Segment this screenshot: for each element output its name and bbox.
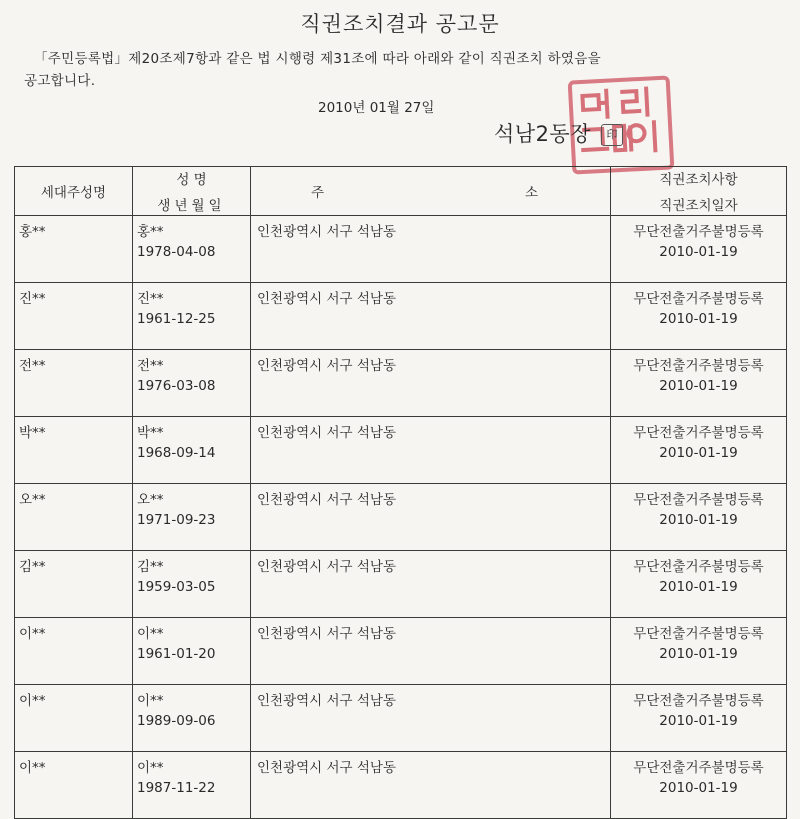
- cell-name: 오**: [137, 492, 164, 508]
- header-name-birth: [133, 167, 251, 216]
- cell-action-type: 무단전출거주불명등록: [633, 626, 764, 642]
- header-address-right: 소: [524, 185, 538, 201]
- cell-householder: 진**: [15, 283, 133, 350]
- table-row: [15, 752, 787, 819]
- cell-name-birth: [133, 752, 251, 819]
- table-header-row: [15, 167, 787, 216]
- cell-action-type: 무단전출거주불명등록: [633, 425, 764, 441]
- cell-action: [611, 417, 787, 484]
- table-row: [15, 551, 787, 618]
- cell-address: 인천광역시 서구 석남동: [251, 752, 611, 819]
- cell-householder: 이**: [15, 752, 133, 819]
- cell-action-date: 2010-01-19: [659, 445, 738, 461]
- header-action-type: 직권조치사항: [659, 172, 738, 188]
- cell-action-date: 2010-01-19: [659, 378, 738, 394]
- cell-action-type: 무단전출거주불명등록: [633, 693, 764, 709]
- cell-name: 박**: [137, 425, 164, 441]
- cell-action-date: 2010-01-19: [659, 780, 738, 796]
- cell-address: 인천광역시 서구 석남동: [251, 283, 611, 350]
- cell-action: [611, 618, 787, 685]
- cell-action-type: 무단전출거주불명등록: [633, 224, 764, 240]
- cell-action-date: 2010-01-19: [659, 512, 738, 528]
- cell-address: 인천광역시 서구 석남동: [251, 216, 611, 283]
- cell-action-date: 2010-01-19: [659, 713, 738, 729]
- table-row: [15, 283, 787, 350]
- cell-action-type: 무단전출거주불명등록: [633, 291, 764, 307]
- cell-birth: 1961-01-20: [137, 646, 216, 662]
- cell-householder: 전**: [15, 350, 133, 417]
- cell-address: 인천광역시 서구 석남동: [251, 551, 611, 618]
- cell-birth: 1968-09-14: [137, 445, 216, 461]
- intro-line-1: 「주민등록법」제20조제7항과 같은 법 시행령 제31조에 따라 아래와 같이 직권조치 하였음을: [34, 51, 601, 67]
- cell-name-birth: [133, 551, 251, 618]
- table-row: [15, 350, 787, 417]
- cell-address: 인천광역시 서구 석남동: [251, 350, 611, 417]
- header-address-left: 주: [311, 185, 325, 201]
- cell-action: [611, 685, 787, 752]
- header-householder: 세대주성명: [15, 167, 133, 216]
- cell-action: [611, 283, 787, 350]
- cell-action-type: 무단전출거주불명등록: [633, 760, 764, 776]
- cell-householder: 홍**: [15, 216, 133, 283]
- table-row: [15, 417, 787, 484]
- table-row: [15, 618, 787, 685]
- cell-action: [611, 752, 787, 819]
- cell-action-date: 2010-01-19: [659, 579, 738, 595]
- cell-action-type: 무단전출거주불명등록: [633, 358, 764, 374]
- header-birth: 생년월일: [157, 198, 226, 214]
- cell-birth: 1987-11-22: [137, 780, 216, 796]
- notice-table: [14, 166, 787, 819]
- cell-householder: 박**: [15, 417, 133, 484]
- cell-action: [611, 484, 787, 551]
- cell-name-birth: [133, 350, 251, 417]
- table-row: [15, 216, 787, 283]
- cell-name: 진**: [137, 291, 164, 307]
- cell-name-birth: [133, 685, 251, 752]
- cell-action-type: 무단전출거주불명등록: [633, 492, 764, 508]
- header-name: 성 명: [176, 172, 207, 188]
- cell-name: 이**: [137, 626, 164, 642]
- cell-birth: 1971-09-23: [137, 512, 216, 528]
- table-row: [15, 685, 787, 752]
- header-action: [611, 167, 787, 216]
- cell-name-birth: [133, 216, 251, 283]
- cell-address: 인천광역시 서구 석남동: [251, 417, 611, 484]
- cell-householder: 김**: [15, 551, 133, 618]
- notice-title: 직권조치결과 공고문: [300, 12, 500, 36]
- cell-birth: 1978-04-08: [137, 244, 216, 260]
- header-address: [251, 167, 611, 216]
- cell-action: [611, 216, 787, 283]
- cell-name-birth: [133, 484, 251, 551]
- cell-birth: 1989-09-06: [137, 713, 216, 729]
- cell-birth: 1961-12-25: [137, 311, 216, 327]
- cell-address: 인천광역시 서구 석남동: [251, 484, 611, 551]
- cell-name: 이**: [137, 693, 164, 709]
- intro-line-2: 공고합니다.: [24, 73, 96, 89]
- cell-birth: 1976-03-08: [137, 378, 216, 394]
- cell-action-type: 무단전출거주불명등록: [633, 559, 764, 575]
- cell-name: 김**: [137, 559, 164, 575]
- cell-name: 전**: [137, 358, 164, 374]
- cell-action-date: 2010-01-19: [659, 244, 738, 260]
- cell-name-birth: [133, 417, 251, 484]
- cell-action-date: 2010-01-19: [659, 311, 738, 327]
- cell-address: 인천광역시 서구 석남동: [251, 618, 611, 685]
- cell-householder: 이**: [15, 618, 133, 685]
- cell-address: 인천광역시 서구 석남동: [251, 685, 611, 752]
- notice-date: 2010년 01월 27일: [318, 100, 435, 116]
- cell-action-date: 2010-01-19: [659, 646, 738, 662]
- table-row: [15, 484, 787, 551]
- cell-name: 홍**: [137, 224, 164, 240]
- header-action-date: 직권조치일자: [659, 198, 738, 214]
- cell-birth: 1959-03-05: [137, 579, 216, 595]
- office-seal-icon: 印: [601, 124, 623, 146]
- cell-name: 이**: [137, 760, 164, 776]
- office-name: 석남2동장: [494, 122, 592, 146]
- cell-householder: 오**: [15, 484, 133, 551]
- cell-action: [611, 350, 787, 417]
- cell-action: [611, 551, 787, 618]
- cell-householder: 이**: [15, 685, 133, 752]
- cell-name-birth: [133, 618, 251, 685]
- cell-name-birth: [133, 283, 251, 350]
